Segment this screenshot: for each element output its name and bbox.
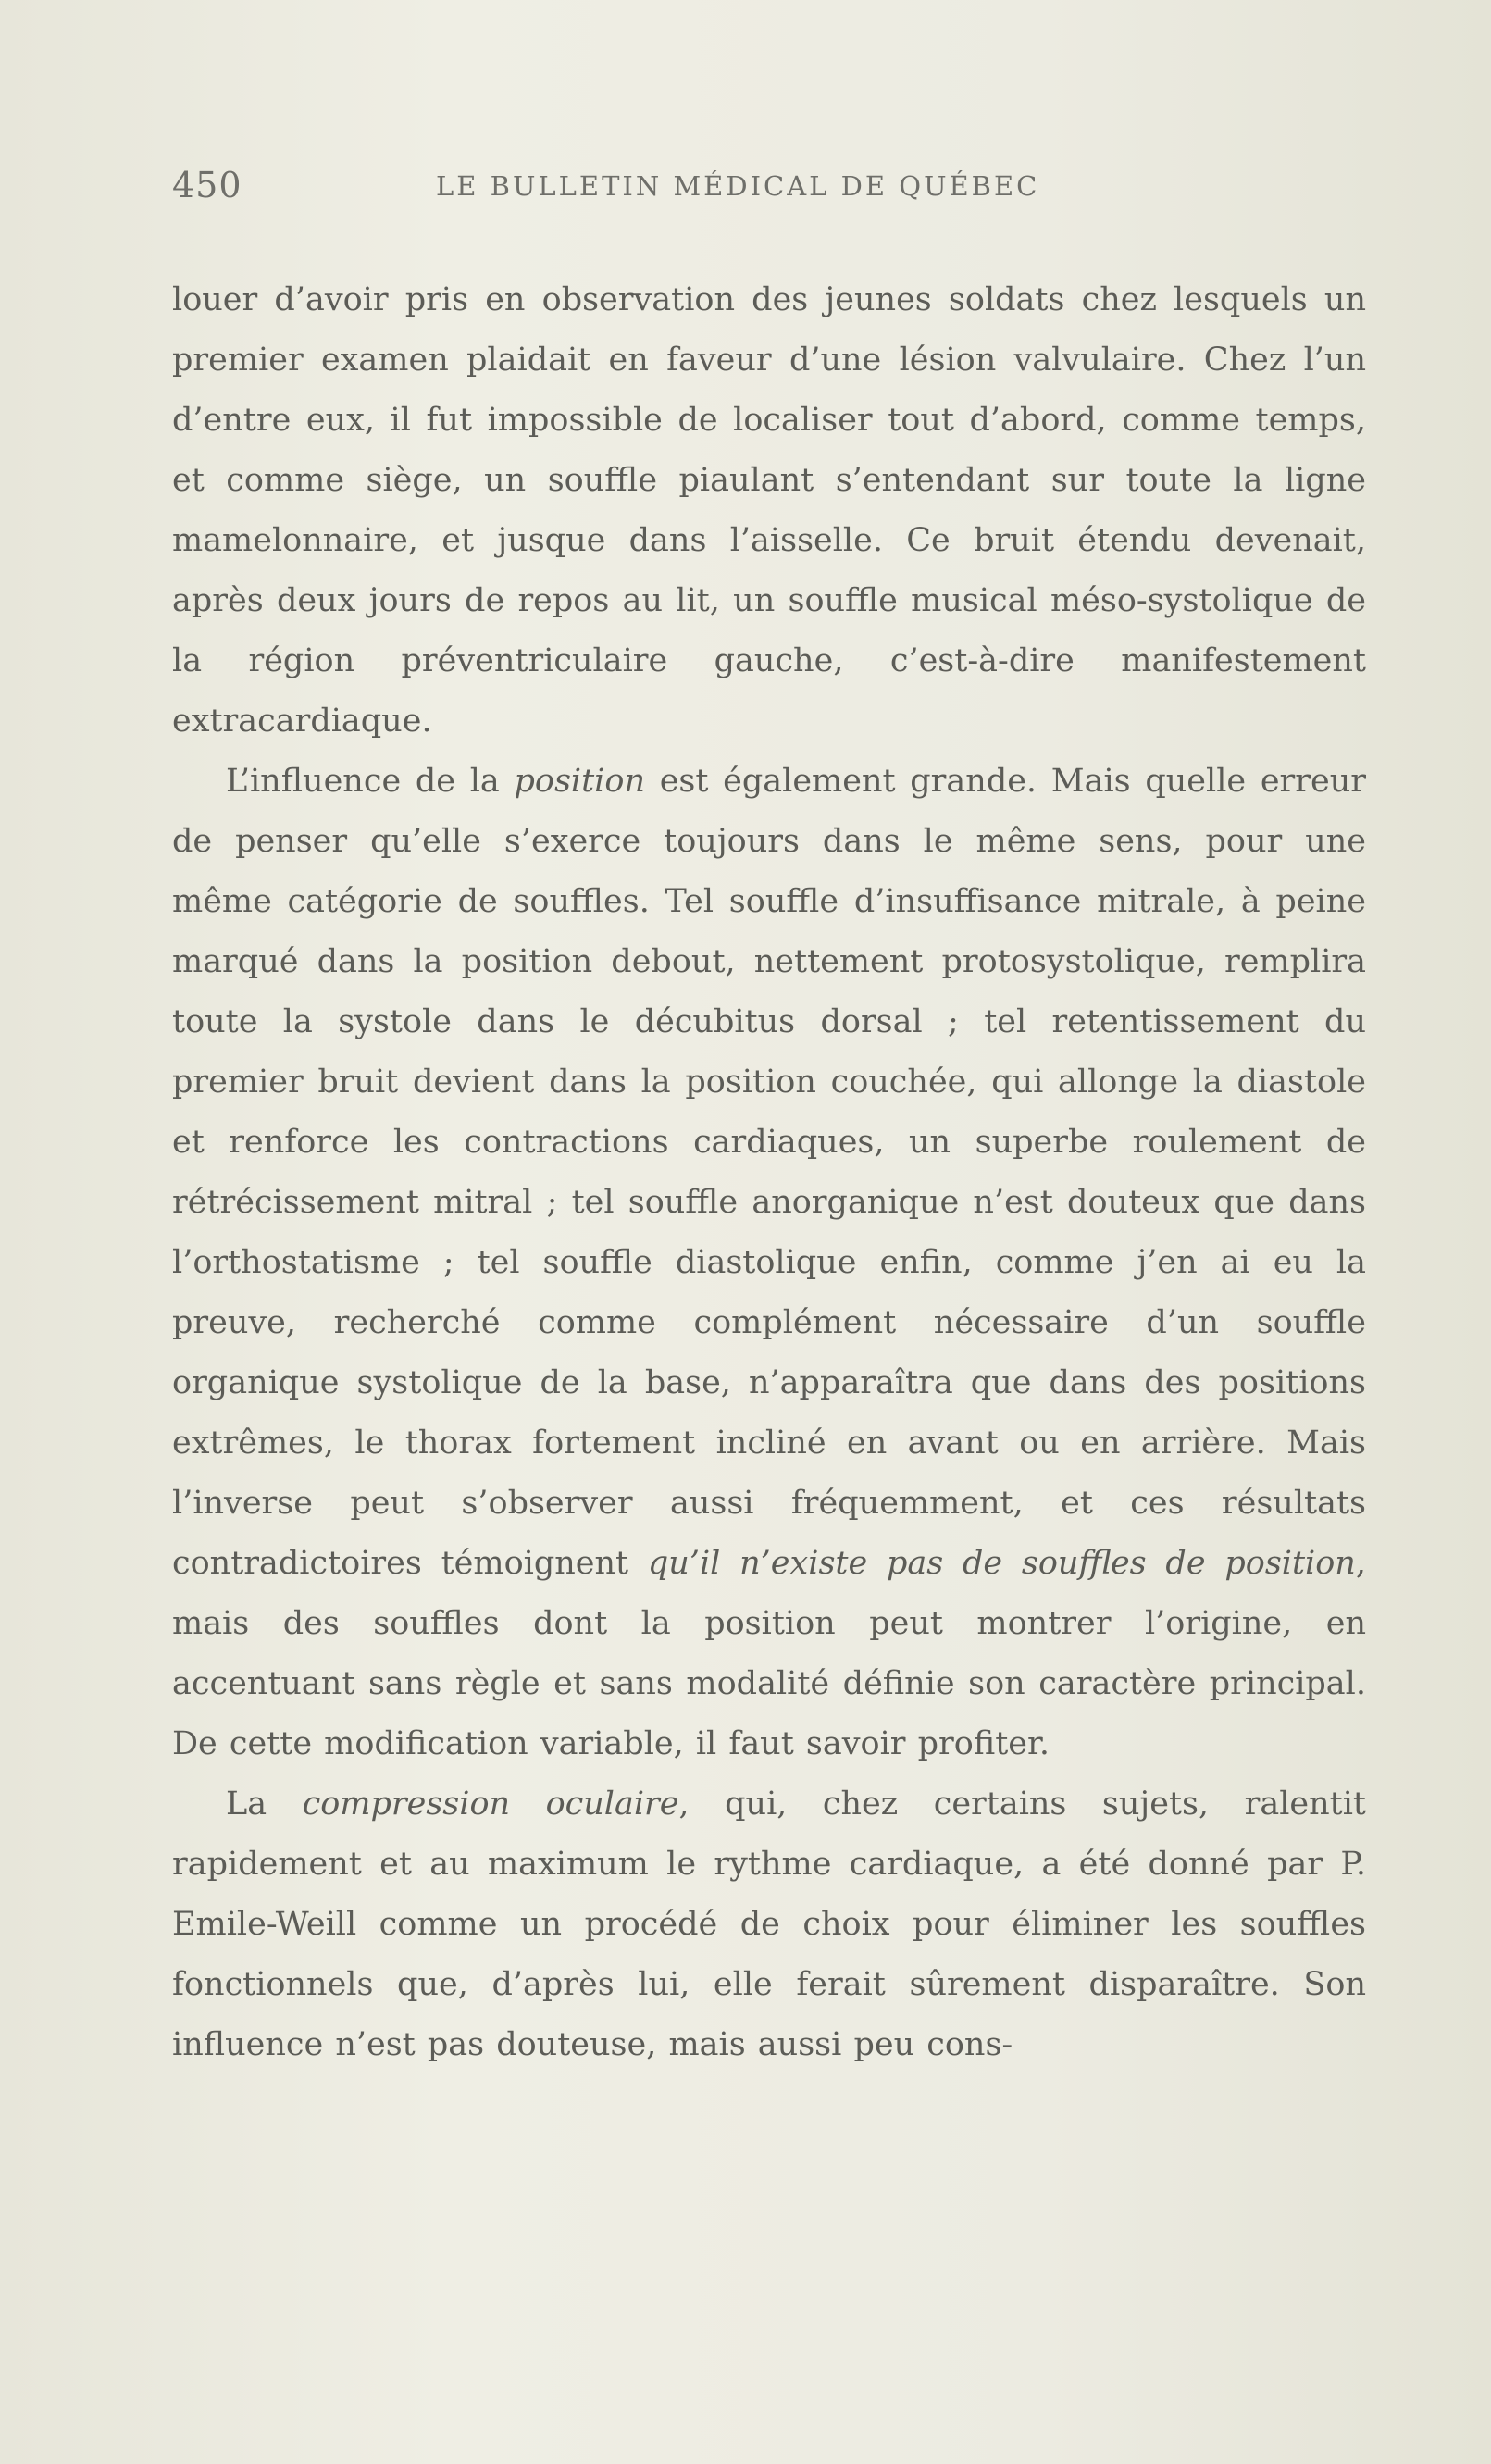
running-head: LE BULLETIN MÉDICAL DE QUÉBEC — [436, 170, 1040, 202]
paragraph-text: est également grande. Mais quelle erreur de penser qu’elle s’exerce toujours dans le même sens, pour une même catégorie de souffles. Tel souffle d’insuffisance mitrale, à peine marqué dans la position debout, nettement protosystolique, remplira toute la systole dans le décubitus dorsal ; tel retentissement du premier bruit devient dans la position couchée, qui allonge la diastole et renforce les contractions cardiaques, un superbe roulement de rétrécissement mitral ; tel souffle anorganique n’est douteux que dans l’orthostatisme ; tel souffle diastolique enfin, comme j’en ai eu la preuve, recherché comme complément nécessaire d’un souffle organique systolique de la base, n’apparaîtra que dans des positions extrêmes, le thorax fortement incliné en avant ou en arrière. Mais l’inverse peut s’observer aussi fréquemment, et ces résultats contradictoires témoignent — [172, 763, 1366, 1582]
paragraph-text: , mais des souffles dont la position peut montrer l’origine, en accentuant sans règle et sans modalité définie son caractère principal. De cette modification variable, il faut savoir profiter. — [172, 1545, 1366, 1762]
paragraph-continuation — [172, 270, 1366, 752]
page-number: 450 — [172, 165, 242, 205]
italic-term: position — [514, 763, 645, 800]
paragraph-position — [172, 752, 1366, 1774]
paragraph-compression — [172, 1774, 1366, 2075]
paragraph-text: La — [226, 1786, 303, 1823]
page-header — [172, 165, 1366, 215]
paragraph-text: L’influence de la — [226, 763, 515, 800]
paragraph-text: , qui, chez certains sujets, ralentit rapidement et au maximum le rythme cardiaque, a été donné par P. Emile-Weill comme un procédé de choix pour éliminer les souffles fonctionnels que, d’après lui, elle ferait sûrement disparaître. Son influence n’est pas douteuse, mais aussi peu cons- — [172, 1786, 1366, 2063]
italic-term: compression oculaire — [302, 1786, 679, 1823]
body-text — [172, 270, 1366, 2075]
italic-emphasis: qu’il n’existe pas de souffles de position — [647, 1545, 1356, 1582]
paragraph-text: louer d’avoir pris en observation des jeunes soldats chez lesquels un premier examen plaidait en faveur d’une lésion valvulaire. Chez l’un d’entre eux, il fut impossible de localiser tout d’abord, comme temps, et comme siège, un souffle piaulant s’entendant sur toute la ligne mamelonnaire, et jusque dans l’aisselle. Ce bruit étendu devenait, après deux jours de repos au lit, un souffle musical méso-systolique de la région préventriculaire gauche, c’est-à-dire manifestement extracardiaque. — [172, 281, 1366, 740]
